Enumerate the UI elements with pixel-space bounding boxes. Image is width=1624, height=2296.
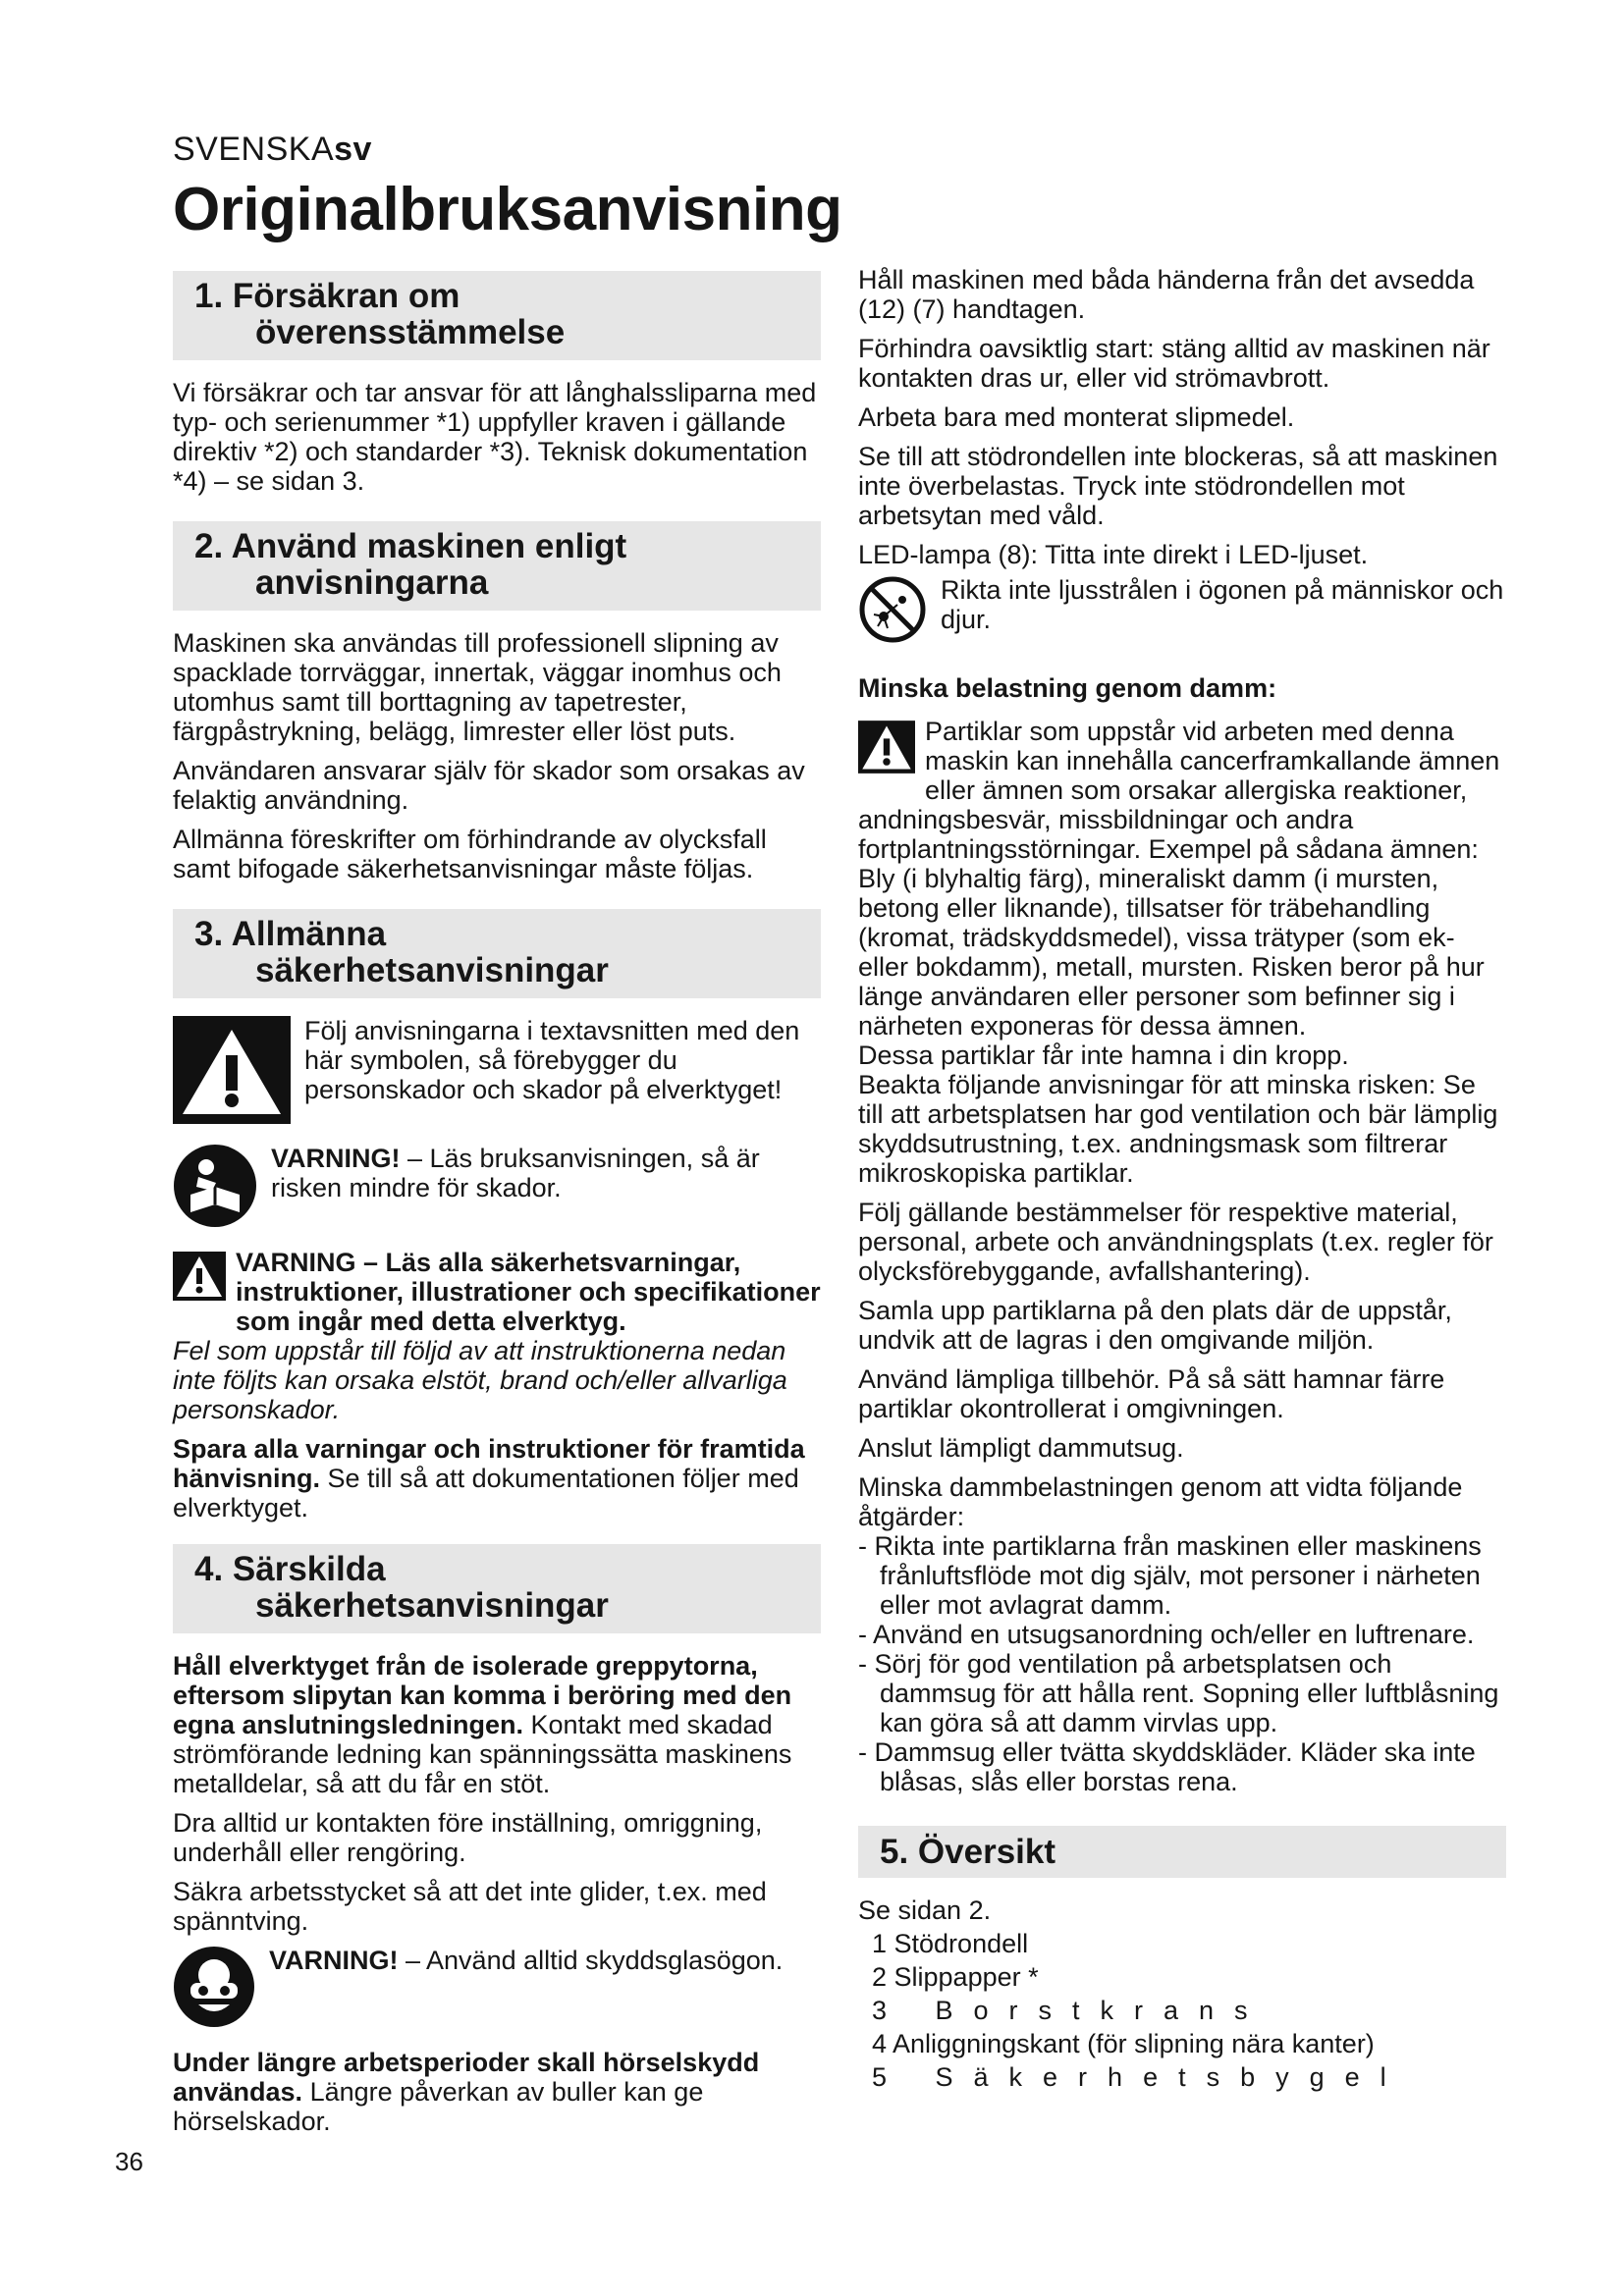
all-warnings-italic: Fel som uppstår till följd av att instruktionerna nedan inte följts kan orsaka elstöt, brand och/eller allvarliga personskador. <box>173 1336 787 1424</box>
collect-particles-text: Samla upp partiklarna på den plats där de uppstår, undvik att de lagras i den omgivande miljön. <box>858 1296 1452 1355</box>
save-bold: Spara alla varningar och instruktioner för framtida hänvisning. <box>173 1434 805 1493</box>
declaration-text: Vi försäkrar och tar ansvar för att långhalssliparna med typ- och serienummer *1) uppfyller kraven i gällande direktiv *2) och standarder *3). Teknisk dokumentation *4) – se sidan 3. <box>173 378 817 496</box>
list-item: 3 Borstkrans <box>872 1996 1269 2025</box>
dust-warning-icon <box>858 721 915 779</box>
read-warn-label: VARNING! <box>271 1144 401 1173</box>
dust-heading: Minska belastning genom damm: <box>858 673 1277 703</box>
section-1-title-line1: 1. Försäkran om <box>194 277 460 315</box>
regulations-text: Allmänna föreskrifter om förhindrande av olycksfall samt bifogade säkerhetsanvisningar måste följas. <box>173 825 767 883</box>
section-4-heading <box>173 1544 821 1633</box>
goggles-note <box>173 1946 821 2034</box>
accessories-text: Använd lämpliga tillbehör. På så sätt hamnar färre partiklar okontrollerat i omgivningen. <box>858 1364 1445 1423</box>
led-warning-note <box>858 575 1506 650</box>
list-item: 5 Säkerhetsbygel <box>872 2062 1407 2092</box>
left-column <box>173 267 821 2146</box>
goggles-label: VARNING! <box>269 1946 399 1975</box>
safety-goggles-icon <box>173 1946 255 2034</box>
goggles-body: – Använd alltid skyddsglasögon. <box>398 1946 784 1975</box>
overview-list <box>858 1927 1506 2094</box>
save-text: Se till så att dokumentationen följer med elverktyget. <box>173 1464 799 1522</box>
prevent-start-text: Förhindra oavsiktlig start: stäng alltid av maskinen när kontakten dras ur, eller vid strömavbrott. <box>858 334 1490 393</box>
reduce-dust-text: Minska dammbelastningen genom att vidta följande åtgärder: <box>858 1472 1463 1531</box>
dust-warning-block <box>858 717 1506 1188</box>
goggles-text <box>269 1946 783 1975</box>
list-item: 4 Anliggningskant (för slipning nära kanter) <box>872 2029 1375 2058</box>
no-light-beam-icon <box>858 575 927 650</box>
read-manual-note <box>173 1144 821 1234</box>
language-name: SVENSKA <box>173 131 335 168</box>
dust-body-text: Dessa partiklar får inte hamna i din kropp. <box>858 1041 1349 1070</box>
led-lamp-text: LED-lampa (8): Titta inte direkt i LED-ljuset. <box>858 540 1369 569</box>
unplug-text: Dra alltid ur kontakten före inställning, omriggning, underhåll eller rengöring. <box>173 1808 763 1867</box>
read-warn-body: – Läs bruksanvisningen, så är risken mindre för skador. <box>271 1144 760 1202</box>
page-title: Originalbruksanvisning <box>173 176 842 243</box>
section-5-title: 5. Översikt <box>880 1833 1056 1871</box>
warning-triangle-icon <box>173 1016 291 1130</box>
overview-intro: Se sidan 2. <box>858 1896 992 1925</box>
user-liability-text: Användaren ansvarar själv för skador som orsakas av felaktig användning. <box>173 756 805 815</box>
list-item: 2 Slippapper * <box>872 1962 1039 1992</box>
list-item: 1 Stödrondell <box>872 1929 1029 1958</box>
warning-symbol-text: Följ anvisningarna i textavsnitten med den här symbolen, så förebygger du personskador och skador på elverktyget! <box>304 1016 800 1104</box>
section-4-title-line1: 4. Särskilda <box>194 1550 386 1588</box>
small-warning-icon <box>173 1252 226 1307</box>
read-manual-text <box>271 1144 821 1202</box>
list-item: - Sörj för god ventilation på arbetsplatsen och dammsug för att hålla rent. Sopning eller luftblåsning kan göra så att damm virvlas upp. <box>858 1649 1506 1737</box>
language-label <box>173 131 372 169</box>
warning-symbol-note <box>173 1016 821 1130</box>
hearing-body: Längre påverkan av buller kan ge hörselskador. <box>173 2077 704 2136</box>
regulations-note: Följ gällande bestämmelser för respektive material, personal, arbete och användningsplats (t.ex. regler för olycksförebyggande, avfallshantering). <box>858 1198 1493 1286</box>
all-warnings-block <box>173 1248 821 1424</box>
dust-extraction-text: Anslut lämpligt dammutsug. <box>858 1433 1184 1463</box>
hearing-protection-text <box>173 2048 821 2136</box>
section-3-title-line2: säkerhetsanvisningar <box>255 951 609 989</box>
dust-warning-text: Partiklar som uppstår vid arbeten med denna maskin kan innehålla cancerframkallande ämnen eller ämnen som orsakar allergiska reaktioner, andningsbesvär, missbildningar och andra fortplantningsstörningar. Exempel på sådana ämnen: Bly (i blyhaltig färg), mineraliskt damm (i mursten, betong eller liknande), tillsatser för träbehandling (kromat, trädskyddsmedel), vissa trätyper (som ek- eller bokdamm), metall, mursten. Risken beror på hur länge användaren eller personer som befinner sig i närheten exponeras för dessa ämnen. <box>858 717 1500 1041</box>
language-code: sv <box>334 131 372 168</box>
led-warning-text: Rikta inte ljusstrålen i ögonen på människor och djur. <box>941 575 1504 634</box>
list-item: - Rikta inte partiklarna från maskinen eller maskinens frånluftsflöde mot dig själv, mot personer i närheten eller mot avlagrat damm. <box>858 1531 1506 1620</box>
section-3-heading <box>173 909 821 998</box>
section-3-title-line1: 3. Allmänna <box>194 915 387 953</box>
dust-risk-text: Beakta följande anvisningar för att minska risken: Se till att arbetsplatsen har god ventilation och bär lämplig skyddsutrustning, t.ex. andningsmask som filtrerar mikroskopiska partiklar. <box>858 1070 1498 1188</box>
page-number: 36 <box>115 2147 143 2176</box>
secure-workpiece-text: Säkra arbetsstycket så att det inte glider, t.ex. med spänntving. <box>173 1877 767 1936</box>
read-manual-icon <box>173 1144 257 1234</box>
section-1-title-line2: överensstämmelse <box>255 313 566 351</box>
grip-bold: Håll elverktyget från de isolerade greppytorna, eftersom slipytan kan komma i beröring med den egna anslutningsledningen. <box>173 1651 792 1739</box>
hearing-bold: Under längre arbetsperioder skall hörselskydd användas. <box>173 2048 760 2107</box>
section-5-heading <box>858 1826 1506 1878</box>
intended-use-text: Maskinen ska användas till professionell slipning av spacklade torrväggar, innertak, väggar inomhus och utomhus samt till borttagning av tapetrester, färgpåstrykning, belägg, limrester eller löst puts. <box>173 628 782 746</box>
section-1-heading <box>173 271 821 360</box>
dust-measures-list <box>858 1531 1506 1796</box>
hold-both-hands-text: Håll maskinen med båda händerna från det avsedda (12) (7) handtagen. <box>858 265 1475 324</box>
section-2-heading <box>173 521 821 611</box>
list-item: - Använd en utsugsanordning och/eller en luftrenare. <box>858 1620 1506 1649</box>
backing-pad-text: Se till att stödrondellen inte blockeras, så att maskinen inte överbelastas. Tryck inte stödrondellen mot arbetsytan med våld. <box>858 442 1498 530</box>
all-warnings-bold: VARNING – Läs alla säkerhetsvarningar, instruktioner, illustrationer och specifikationer som ingår med detta elverktyg. <box>236 1248 821 1336</box>
grip-surfaces-text <box>173 1651 821 1798</box>
grip-body: Kontakt med skadad strömförande ledning kan spänningssätta maskinens metalldelar, så att du får en stöt. <box>173 1710 792 1798</box>
list-item: - Dammsug eller tvätta skyddskläder. Kläder ska inte blåsas, slås eller borstas rena. <box>858 1737 1506 1796</box>
right-column <box>858 265 1506 2094</box>
section-4-title-line2: säkerhetsanvisningar <box>255 1586 609 1625</box>
save-instructions <box>173 1434 821 1522</box>
section-2-title-line1: 2. Använd maskinen enligt <box>194 527 627 565</box>
mounted-abrasive-text: Arbeta bara med monterat slipmedel. <box>858 402 1295 432</box>
section-2-title-line2: anvisningarna <box>255 563 489 602</box>
